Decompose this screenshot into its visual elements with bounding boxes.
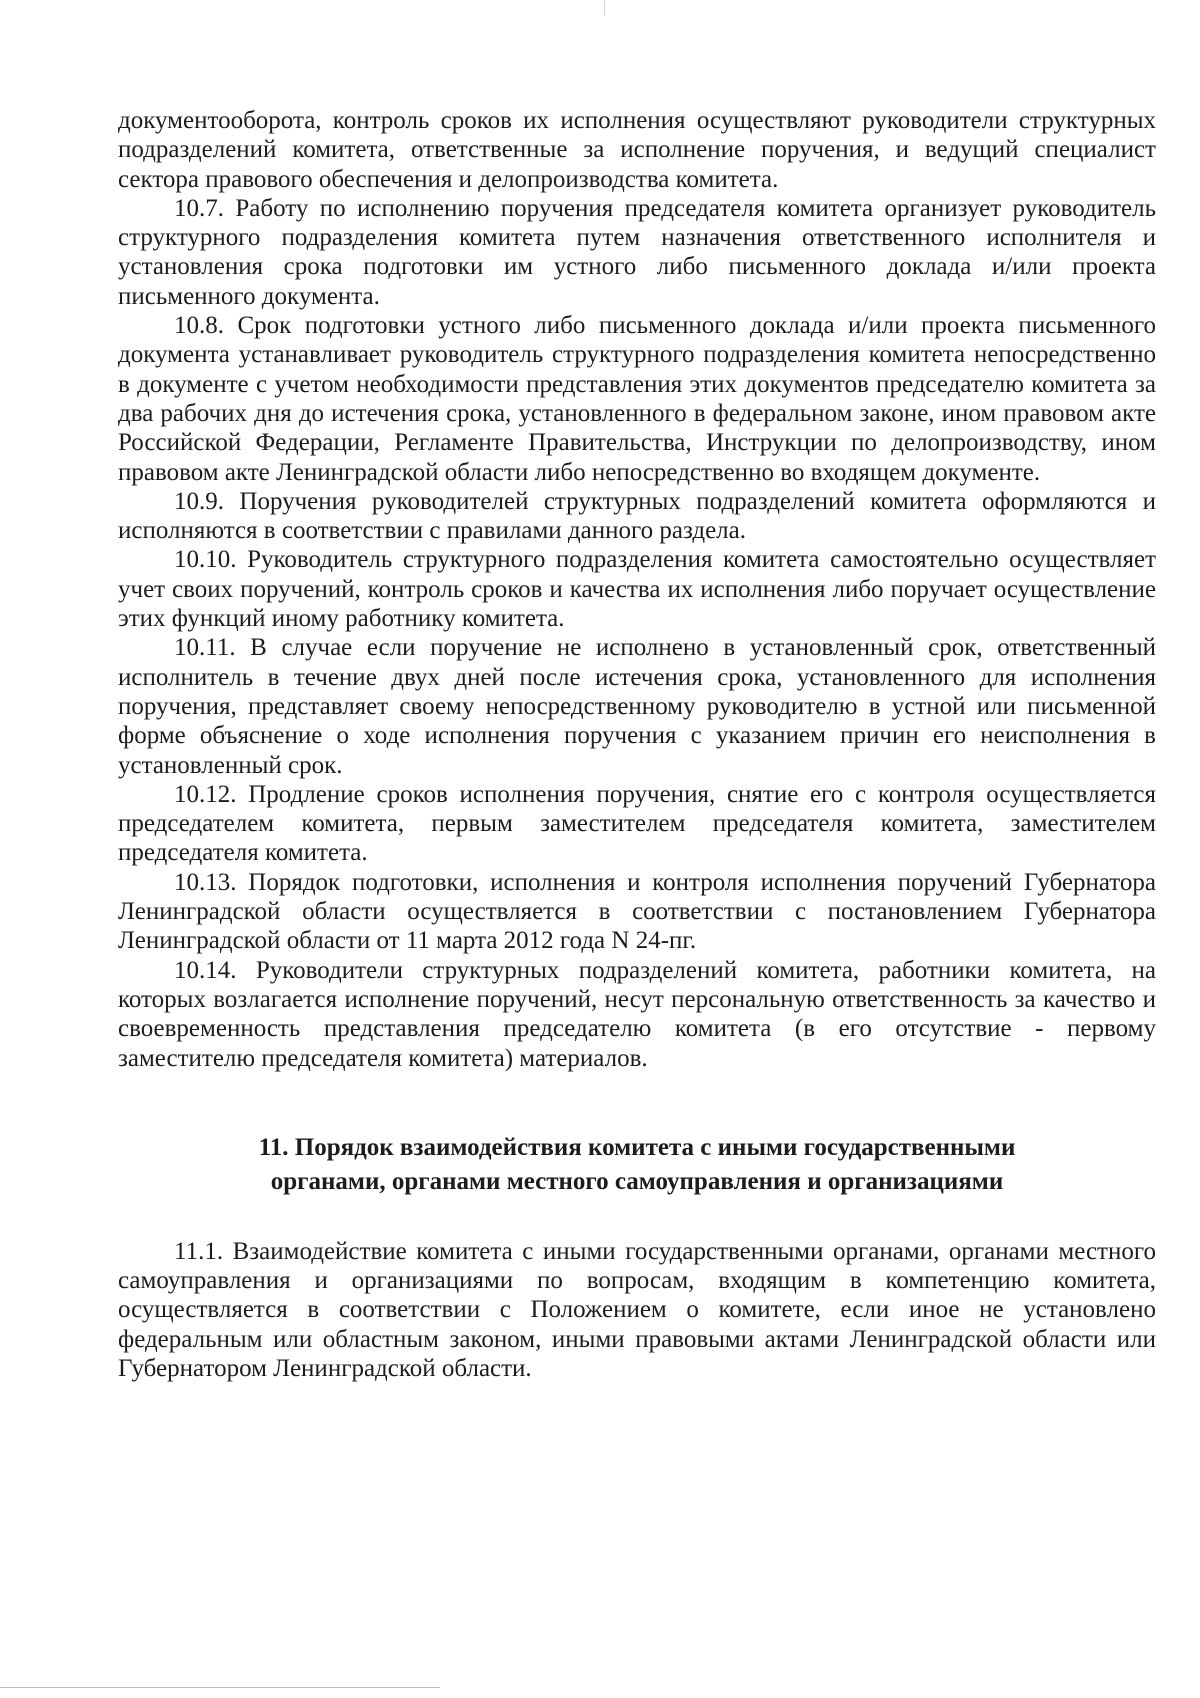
- section-heading-line-2: органами, органами местного самоуправления и организациями: [270, 1167, 1004, 1195]
- paragraph-10-11: 10.11. В случае если поручение не исполнено в установленный срок, ответственный исполнитель в течение двух дней после истечения срока, установленного для исполнения поручения, представляет своему непосредственному руководителю в устной или письменной форме объяснение о ходе исполнения поручения с указанием причин его неисполнения в установленный срок.: [118, 634, 1156, 779]
- scan-edge-line: [0, 1687, 440, 1688]
- section-heading-line-1: 11. Порядок взаимодействия комитета с иными государственными: [258, 1133, 1016, 1161]
- paragraph-10-14: 10.14. Руководители структурных подразделений комитета, работники комитета, на которых возлагается исполнение поручений, несут персональную ответственность за качество и своевременность представления председателю комитета (в его отсутствие - первому заместителю председателя комитета) материалов.: [118, 956, 1156, 1072]
- paragraph-11-1: 11.1. Взаимодействие комитета с иными государственными органами, органами местного самоуправления и организациями по вопросам, входящим в компетенцию комитета, осуществляется в соответствии с Положением о комитете, если иное не установлено федеральным или областным законом, иными правовыми актами Ленинградской области или Губернатором Ленинградской области.: [118, 1237, 1156, 1382]
- paragraph-10-13: 10.13. Порядок подготовки, исполнения и контроля исполнения поручений Губернатора Ленинградской области осуществляется в соответствии с постановлением Губернатора Ленинградской области от 11 марта 2012 года N 24-пг.: [118, 868, 1156, 955]
- paragraph-10-8: 10.8. Срок подготовки устного либо письменного доклада и/или проекта письменного документа устанавливает руководитель структурного подразделения комитета непосредственно в документе с учетом необходимости представления этих документов председателю комитета за два рабочих дня до истечения срока, установленного в федеральном законе, ином правовом акте Российской Федерации, Регламенте Правительства, Инструкции по делопроизводству, ином правовом акте Ленинградской области либо непосредственно во входящем документе.: [118, 312, 1156, 486]
- paragraph-continuation: документооборота, контроль сроков их исполнения осуществляют руководители структурных подразделений комитета, ответственные за исполнение поручения, и ведущий специалист сектора правового обеспечения и делопроизводства комитета.: [118, 107, 1156, 193]
- paragraph-10-12: 10.12. Продление сроков исполнения поручения, снятие его с контроля осуществляется председателем комитета, первым заместителем председателя комитета, заместителем председателя комитета.: [118, 780, 1156, 867]
- section-11-body: [118, 1237, 1156, 1383]
- paragraph-10-7: 10.7. Работу по исполнению поручения председателя комитета организует руководитель структурного подразделения комитета путем назначения ответственного исполнителя и установления срока подготовки им устного либо письменного доклада и/или проекта письменного документа.: [118, 194, 1156, 310]
- document-page: [118, 106, 1156, 1383]
- paragraph-10-9: 10.9. Поручения руководителей структурных подразделений комитета оформляются и исполняются в соответствии с правилами данного раздела.: [118, 487, 1156, 545]
- section-11-heading: [118, 1131, 1156, 1199]
- scan-mark: [604, 0, 605, 16]
- paragraph-10-10: 10.10. Руководитель структурного подразделения комитета самостоятельно осуществляет учет своих поручений, контроль сроков и качества их исполнения либо поручает осуществление этих функций иному работнику комитета.: [118, 546, 1156, 633]
